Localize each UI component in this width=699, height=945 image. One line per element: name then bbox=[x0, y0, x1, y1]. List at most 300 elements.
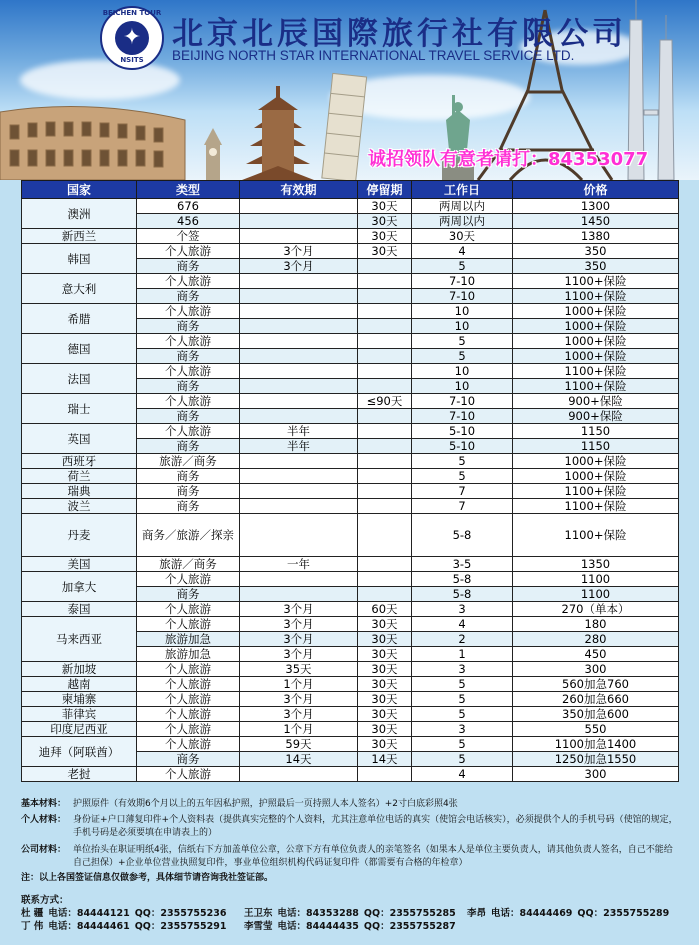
logo-bottom-text: NSITS bbox=[120, 56, 144, 64]
table-row bbox=[22, 499, 679, 514]
stay-cell: 30天 bbox=[358, 229, 412, 244]
validity-cell: 3个月 bbox=[240, 244, 358, 259]
pagoda-image bbox=[242, 86, 314, 180]
country-cell: 越南 bbox=[22, 677, 137, 692]
workdays-cell: 5 bbox=[412, 677, 513, 692]
validity-cell: 14天 bbox=[240, 752, 358, 767]
validity-cell bbox=[240, 274, 358, 289]
type-cell: 个签 bbox=[137, 229, 240, 244]
workdays-cell: 3-5 bbox=[412, 557, 513, 572]
workdays-cell: 两周以内 bbox=[412, 214, 513, 229]
type-cell: 商务 bbox=[137, 439, 240, 454]
country-cell: 德国 bbox=[22, 334, 137, 364]
type-cell: 676 bbox=[137, 199, 240, 214]
type-cell: 旅游／商务 bbox=[137, 454, 240, 469]
stay-cell bbox=[358, 274, 412, 289]
price-cell: 1150 bbox=[513, 439, 679, 454]
price-cell: 180 bbox=[513, 617, 679, 632]
type-cell: 个人旅游 bbox=[137, 274, 240, 289]
validity-cell: 3个月 bbox=[240, 602, 358, 617]
company-materials-note bbox=[21, 844, 681, 870]
workdays-cell: 5 bbox=[412, 334, 513, 349]
workdays-cell: 10 bbox=[412, 304, 513, 319]
contact-phone: 84444461 bbox=[76, 921, 130, 932]
workdays-cell: 5-8 bbox=[412, 587, 513, 602]
validity-cell: 59天 bbox=[240, 737, 358, 752]
type-cell: 商务 bbox=[137, 319, 240, 334]
stay-cell bbox=[358, 364, 412, 379]
table-row bbox=[22, 484, 679, 499]
country-cell: 丹麦 bbox=[22, 514, 137, 557]
stay-cell bbox=[358, 767, 412, 782]
stay-cell: 30天 bbox=[358, 244, 412, 259]
validity-cell: 3个月 bbox=[240, 617, 358, 632]
contact-qq: 2355755289 bbox=[603, 908, 670, 919]
contact-section bbox=[21, 894, 691, 933]
type-cell: 旅游加急 bbox=[137, 632, 240, 647]
disclaimer-note: 注：以上各国签证信息仅做参考，具体细节请咨询我社签证部。 bbox=[21, 873, 274, 883]
stay-cell: 30天 bbox=[358, 632, 412, 647]
table-row bbox=[22, 767, 679, 782]
qq-label: QQ： bbox=[363, 921, 390, 932]
workdays-cell: 10 bbox=[412, 379, 513, 394]
type-cell: 个人旅游 bbox=[137, 424, 240, 439]
workdays-cell: 4 bbox=[412, 767, 513, 782]
visa-price-table bbox=[21, 180, 679, 782]
country-cell: 马来西亚 bbox=[22, 617, 137, 662]
table-row bbox=[22, 334, 679, 349]
country-cell: 美国 bbox=[22, 557, 137, 572]
workdays-cell: 7 bbox=[412, 499, 513, 514]
price-cell: 1100+保险 bbox=[513, 274, 679, 289]
price-cell: 1100+保险 bbox=[513, 364, 679, 379]
type-cell: 个人旅游 bbox=[137, 364, 240, 379]
workdays-cell: 7-10 bbox=[412, 274, 513, 289]
stay-cell bbox=[358, 349, 412, 364]
contact-phone: 84444469 bbox=[519, 908, 573, 919]
workdays-cell: 7-10 bbox=[412, 409, 513, 424]
stay-cell bbox=[358, 424, 412, 439]
colosseum-image bbox=[0, 107, 185, 180]
workdays-cell: 3 bbox=[412, 662, 513, 677]
stay-cell: 14天 bbox=[358, 752, 412, 767]
table-row bbox=[22, 677, 679, 692]
contact-heading: 联系方式： bbox=[21, 895, 69, 906]
type-cell: 商务 bbox=[137, 349, 240, 364]
workdays-cell: 5 bbox=[412, 349, 513, 364]
price-cell: 1100+保险 bbox=[513, 484, 679, 499]
stay-cell: 30天 bbox=[358, 214, 412, 229]
big-ben-image bbox=[204, 128, 222, 180]
price-cell: 280 bbox=[513, 632, 679, 647]
price-cell: 1100+保险 bbox=[513, 379, 679, 394]
note-label: 公司材料： bbox=[21, 845, 67, 855]
workdays-cell: 5 bbox=[412, 454, 513, 469]
contact-name: 李昂 bbox=[467, 908, 487, 919]
contact-name: 杜 疆 bbox=[21, 908, 44, 919]
contact-line bbox=[21, 920, 691, 933]
type-cell: 商务／旅游／探亲 bbox=[137, 514, 240, 557]
validity-cell: 半年 bbox=[240, 424, 358, 439]
type-cell: 商务 bbox=[137, 499, 240, 514]
stay-cell: 60天 bbox=[358, 602, 412, 617]
contact-qq: 2355755287 bbox=[389, 921, 456, 932]
price-cell: 1100+保险 bbox=[513, 514, 679, 557]
price-cell: 1100加急1400 bbox=[513, 737, 679, 752]
contact-item bbox=[244, 920, 467, 933]
country-cell: 荷兰 bbox=[22, 469, 137, 484]
workdays-cell: 5-8 bbox=[412, 572, 513, 587]
stay-cell: 30天 bbox=[358, 707, 412, 722]
table-row bbox=[22, 199, 679, 214]
tel-label: 电话： bbox=[277, 908, 307, 919]
tel-label: 电话： bbox=[48, 921, 77, 932]
stay-cell: 30天 bbox=[358, 199, 412, 214]
workdays-cell: 5 bbox=[412, 469, 513, 484]
type-cell: 商务 bbox=[137, 484, 240, 499]
table-row bbox=[22, 662, 679, 677]
contact-phone: 84444121 bbox=[76, 908, 130, 919]
contact-name: 丁 伟 bbox=[21, 921, 44, 932]
basic-materials-note bbox=[21, 798, 681, 811]
price-cell: 1000+保险 bbox=[513, 304, 679, 319]
validity-cell bbox=[240, 334, 358, 349]
price-cell: 1000+保险 bbox=[513, 349, 679, 364]
type-cell: 个人旅游 bbox=[137, 767, 240, 782]
workdays-cell: 5-10 bbox=[412, 439, 513, 454]
column-header: 类型 bbox=[137, 181, 240, 199]
stay-cell bbox=[358, 304, 412, 319]
contact-phone: 84353288 bbox=[306, 908, 359, 919]
price-cell: 1000+保险 bbox=[513, 334, 679, 349]
price-cell: 1100+保险 bbox=[513, 289, 679, 304]
validity-cell bbox=[240, 214, 358, 229]
table-row bbox=[22, 364, 679, 379]
country-cell: 意大利 bbox=[22, 274, 137, 304]
stay-cell bbox=[358, 572, 412, 587]
type-cell: 个人旅游 bbox=[137, 304, 240, 319]
table-row bbox=[22, 274, 679, 289]
table-row bbox=[22, 454, 679, 469]
workdays-cell: 5 bbox=[412, 737, 513, 752]
stay-cell bbox=[358, 379, 412, 394]
type-cell: 个人旅游 bbox=[137, 662, 240, 677]
price-cell: 270（单本） bbox=[513, 602, 679, 617]
price-cell: 1450 bbox=[513, 214, 679, 229]
stay-cell bbox=[358, 259, 412, 274]
type-cell: 商务 bbox=[137, 752, 240, 767]
price-cell: 900+保险 bbox=[513, 409, 679, 424]
contact-qq: 2355755291 bbox=[160, 921, 227, 932]
country-cell: 希腊 bbox=[22, 304, 137, 334]
table-row bbox=[22, 514, 679, 557]
compass-star-icon: ✦ bbox=[122, 25, 142, 50]
type-cell: 商务 bbox=[137, 469, 240, 484]
table-row bbox=[22, 617, 679, 632]
type-cell: 个人旅游 bbox=[137, 394, 240, 409]
country-cell: 迪拜（阿联酋） bbox=[22, 737, 137, 767]
contact-item bbox=[244, 907, 467, 920]
workdays-cell: 4 bbox=[412, 244, 513, 259]
validity-cell bbox=[240, 319, 358, 334]
price-cell: 1100 bbox=[513, 572, 679, 587]
stay-cell: 30天 bbox=[358, 647, 412, 662]
visa-price-table-wrapper bbox=[21, 180, 678, 782]
type-cell: 旅游／商务 bbox=[137, 557, 240, 572]
validity-cell bbox=[240, 394, 358, 409]
type-cell: 商务 bbox=[137, 259, 240, 274]
logo-emblem bbox=[115, 21, 149, 55]
stay-cell: 30天 bbox=[358, 662, 412, 677]
price-cell: 1100+保险 bbox=[513, 499, 679, 514]
note-label: 个人材料： bbox=[21, 815, 67, 825]
type-cell: 个人旅游 bbox=[137, 692, 240, 707]
validity-cell bbox=[240, 767, 358, 782]
company-name-en: BEIJING NORTH STAR INTERNATIONAL TRAVEL SERVICE LTD. bbox=[172, 48, 575, 63]
workdays-cell: 7 bbox=[412, 484, 513, 499]
country-cell: 柬埔寨 bbox=[22, 692, 137, 707]
column-header: 有效期 bbox=[240, 181, 358, 199]
price-cell: 260加急660 bbox=[513, 692, 679, 707]
tel-label: 电话： bbox=[48, 908, 77, 919]
workdays-cell: 5 bbox=[412, 259, 513, 274]
column-header: 工作日 bbox=[412, 181, 513, 199]
qq-label: QQ： bbox=[363, 908, 390, 919]
table-row bbox=[22, 424, 679, 439]
logo-top-text: BEICHEN TOUR bbox=[102, 9, 162, 17]
validity-cell bbox=[240, 304, 358, 319]
qq-label: QQ： bbox=[134, 921, 161, 932]
validity-cell bbox=[240, 469, 358, 484]
type-cell: 商务 bbox=[137, 289, 240, 304]
validity-cell: 一年 bbox=[240, 557, 358, 572]
workdays-cell: 7-10 bbox=[412, 289, 513, 304]
qq-label: QQ： bbox=[577, 908, 604, 919]
workdays-cell: 4 bbox=[412, 617, 513, 632]
stay-cell: 30天 bbox=[358, 692, 412, 707]
column-header: 停留期 bbox=[358, 181, 412, 199]
validity-cell bbox=[240, 364, 358, 379]
stay-cell bbox=[358, 557, 412, 572]
requirements-notes bbox=[21, 798, 681, 885]
price-cell: 550 bbox=[513, 722, 679, 737]
validity-cell bbox=[240, 499, 358, 514]
price-cell: 1000+保险 bbox=[513, 319, 679, 334]
validity-cell: 1个月 bbox=[240, 722, 358, 737]
workdays-cell: 两周以内 bbox=[412, 199, 513, 214]
type-cell: 个人旅游 bbox=[137, 244, 240, 259]
type-cell: 个人旅游 bbox=[137, 602, 240, 617]
workdays-cell: 5 bbox=[412, 692, 513, 707]
table-row bbox=[22, 572, 679, 587]
workdays-cell: 30天 bbox=[412, 229, 513, 244]
workdays-cell: 5-8 bbox=[412, 514, 513, 557]
contact-qq: 2355755236 bbox=[160, 908, 227, 919]
workdays-cell: 2 bbox=[412, 632, 513, 647]
type-cell: 个人旅游 bbox=[137, 722, 240, 737]
workdays-cell: 5 bbox=[412, 752, 513, 767]
tel-label: 电话： bbox=[491, 908, 520, 919]
validity-cell bbox=[240, 484, 358, 499]
note-text: 身份证+户口薄复印件+个人资料表（提供真实完整的个人资料，尤其注意单位电话的真实（使馆会电话核实），必须提供个人的手机号码（使馆的规定，手机号码是必须要填在申请表上的） bbox=[73, 815, 678, 838]
type-cell: 个人旅游 bbox=[137, 334, 240, 349]
header-banner bbox=[0, 0, 699, 180]
validity-cell: 半年 bbox=[240, 439, 358, 454]
note-text: 护照原件（有效期6个月以上的五年因私护照，护照最后一页持照人本人签名）+2寸白底彩照4张 bbox=[73, 799, 458, 809]
workdays-cell: 5 bbox=[412, 707, 513, 722]
workdays-cell: 3 bbox=[412, 602, 513, 617]
validity-cell bbox=[240, 379, 358, 394]
validity-cell: 1个月 bbox=[240, 677, 358, 692]
table-row bbox=[22, 394, 679, 409]
note-label: 基本材料： bbox=[21, 799, 67, 809]
workdays-cell: 7-10 bbox=[412, 394, 513, 409]
validity-cell bbox=[240, 514, 358, 557]
country-cell: 加拿大 bbox=[22, 572, 137, 602]
country-cell: 瑞典 bbox=[22, 484, 137, 499]
table-row bbox=[22, 692, 679, 707]
type-cell: 个人旅游 bbox=[137, 677, 240, 692]
type-cell: 个人旅游 bbox=[137, 572, 240, 587]
country-cell: 英国 bbox=[22, 424, 137, 454]
stay-cell bbox=[358, 409, 412, 424]
price-cell: 1250加急1550 bbox=[513, 752, 679, 767]
country-cell: 泰国 bbox=[22, 602, 137, 617]
country-cell: 瑞士 bbox=[22, 394, 137, 424]
contact-phone: 84444435 bbox=[306, 921, 359, 932]
workdays-cell: 1 bbox=[412, 647, 513, 662]
type-cell: 旅游加急 bbox=[137, 647, 240, 662]
stay-cell: 30天 bbox=[358, 617, 412, 632]
table-body bbox=[22, 199, 679, 782]
country-cell: 菲律宾 bbox=[22, 707, 137, 722]
type-cell: 个人旅游 bbox=[137, 737, 240, 752]
country-cell: 波兰 bbox=[22, 499, 137, 514]
price-cell: 1380 bbox=[513, 229, 679, 244]
stay-cell: 30天 bbox=[358, 737, 412, 752]
validity-cell bbox=[240, 409, 358, 424]
validity-cell bbox=[240, 229, 358, 244]
company-logo bbox=[100, 6, 164, 70]
country-cell: 新西兰 bbox=[22, 229, 137, 244]
validity-cell: 3个月 bbox=[240, 632, 358, 647]
price-cell: 1100 bbox=[513, 587, 679, 602]
contact-item bbox=[467, 907, 690, 920]
price-cell: 560加急760 bbox=[513, 677, 679, 692]
table-row bbox=[22, 722, 679, 737]
type-cell: 商务 bbox=[137, 587, 240, 602]
validity-cell: 3个月 bbox=[240, 707, 358, 722]
stay-cell bbox=[358, 587, 412, 602]
stay-cell bbox=[358, 439, 412, 454]
stay-cell bbox=[358, 484, 412, 499]
country-cell: 法国 bbox=[22, 364, 137, 394]
country-cell: 印度尼西亚 bbox=[22, 722, 137, 737]
country-cell: 老挝 bbox=[22, 767, 137, 782]
tel-label: 电话： bbox=[277, 921, 307, 932]
qq-label: QQ： bbox=[134, 908, 161, 919]
contact-name: 王卫东 bbox=[244, 908, 273, 919]
type-cell: 个人旅游 bbox=[137, 617, 240, 632]
workdays-cell: 10 bbox=[412, 364, 513, 379]
table-row bbox=[22, 469, 679, 484]
price-cell: 1000+保险 bbox=[513, 454, 679, 469]
table-header-row bbox=[22, 181, 679, 199]
price-cell: 350加急600 bbox=[513, 707, 679, 722]
stay-cell bbox=[358, 334, 412, 349]
type-cell: 个人旅游 bbox=[137, 707, 240, 722]
price-cell: 900+保险 bbox=[513, 394, 679, 409]
country-cell: 西班牙 bbox=[22, 454, 137, 469]
recruit-phone-banner: 诚招领队有意者请打：84353077 bbox=[368, 149, 649, 170]
validity-cell: 3个月 bbox=[240, 692, 358, 707]
price-cell: 1000+保险 bbox=[513, 469, 679, 484]
stay-cell bbox=[358, 319, 412, 334]
stay-cell bbox=[358, 499, 412, 514]
column-header: 价格 bbox=[513, 181, 679, 199]
validity-cell bbox=[240, 572, 358, 587]
price-cell: 1300 bbox=[513, 199, 679, 214]
price-cell: 1350 bbox=[513, 557, 679, 572]
personal-materials-note bbox=[21, 814, 681, 840]
validity-cell bbox=[240, 349, 358, 364]
table-row bbox=[22, 304, 679, 319]
price-cell: 1150 bbox=[513, 424, 679, 439]
price-cell: 350 bbox=[513, 259, 679, 274]
table-row bbox=[22, 244, 679, 259]
type-cell: 商务 bbox=[137, 379, 240, 394]
country-cell: 澳洲 bbox=[22, 199, 137, 229]
stay-cell bbox=[358, 454, 412, 469]
leaning-tower-image bbox=[322, 73, 367, 180]
validity-cell bbox=[240, 199, 358, 214]
table-row bbox=[22, 557, 679, 572]
contact-item bbox=[21, 907, 244, 920]
table-row bbox=[22, 602, 679, 617]
validity-cell: 3个月 bbox=[240, 259, 358, 274]
stay-cell bbox=[358, 514, 412, 557]
contact-name: 李雪莹 bbox=[244, 921, 273, 932]
country-cell: 新加坡 bbox=[22, 662, 137, 677]
stay-cell: ≤90天 bbox=[358, 394, 412, 409]
workdays-cell: 5-10 bbox=[412, 424, 513, 439]
price-cell: 300 bbox=[513, 767, 679, 782]
price-cell: 300 bbox=[513, 662, 679, 677]
stay-cell: 30天 bbox=[358, 722, 412, 737]
stay-cell bbox=[358, 289, 412, 304]
validity-cell bbox=[240, 454, 358, 469]
price-cell: 350 bbox=[513, 244, 679, 259]
table-row bbox=[22, 229, 679, 244]
workdays-cell: 3 bbox=[412, 722, 513, 737]
contact-line bbox=[21, 907, 691, 920]
column-header: 国家 bbox=[22, 181, 137, 199]
country-cell: 韩国 bbox=[22, 244, 137, 274]
validity-cell bbox=[240, 587, 358, 602]
table-row bbox=[22, 737, 679, 752]
price-cell: 450 bbox=[513, 647, 679, 662]
type-cell: 商务 bbox=[137, 409, 240, 424]
contact-qq: 2355755285 bbox=[389, 908, 456, 919]
workdays-cell: 10 bbox=[412, 319, 513, 334]
note-text: 单位抬头在职证明纸4张，信纸右下方加盖单位公章，公章下方有单位负责人的亲笔签名（如果本人是单位主要负责人，请其他负责人签名，自己不能给自己担保）+企业单位营业执照复印件，事业单位组织机构代码证复印件（都需要有合格的年检章） bbox=[73, 845, 673, 868]
validity-cell: 35天 bbox=[240, 662, 358, 677]
stay-cell: 30天 bbox=[358, 677, 412, 692]
contact-item bbox=[21, 920, 244, 933]
type-cell: 456 bbox=[137, 214, 240, 229]
table-row bbox=[22, 707, 679, 722]
validity-cell bbox=[240, 289, 358, 304]
